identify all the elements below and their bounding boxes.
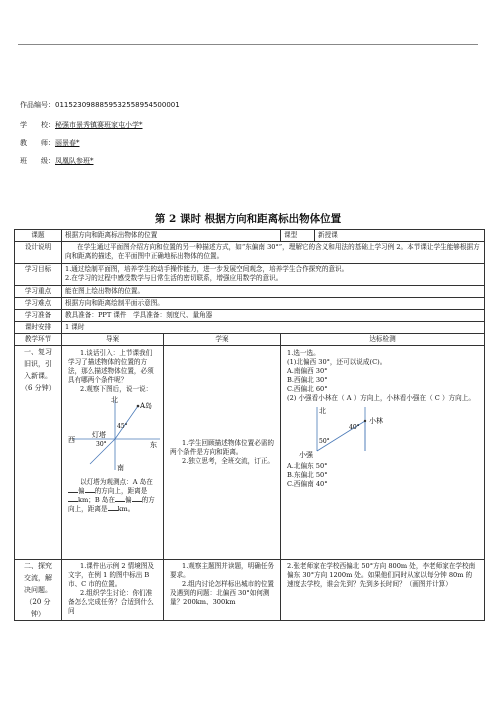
review-check bbox=[281, 346, 485, 560]
check-q2-b: B.东偏北 50° bbox=[287, 471, 328, 479]
row-prep bbox=[15, 310, 485, 322]
g3b: 偏 bbox=[78, 487, 85, 495]
check-q2-c: C.西偏南 40° bbox=[287, 480, 328, 488]
row-goals bbox=[15, 264, 485, 286]
class-label: 班 级： bbox=[20, 157, 55, 165]
design-text: 在学生通过平面图介绍方向和位置的另一种描述方式，如“东偏南 30°”，理解它的含义和用法的基础上学习例 2。本节课让学生能够根据方向和距离的描述，在平面图中正确地标出物体的位置。 bbox=[62, 242, 485, 264]
topic-value: 根据方向和距离标出物体的位置 bbox=[62, 230, 281, 242]
design-label: 设计说明 bbox=[15, 242, 62, 264]
check-q1: (1)北偏西 30°，还可以说成(C)。 bbox=[287, 358, 387, 366]
fig2-north: 北 bbox=[319, 407, 327, 415]
col-step-header: 教学环节 bbox=[15, 334, 62, 346]
goals-label: 学习目标 bbox=[15, 264, 62, 286]
time-label: 课时安排 bbox=[15, 322, 62, 334]
fig-angle-45: 45° bbox=[117, 423, 128, 430]
row-time bbox=[15, 322, 485, 334]
school-line bbox=[20, 121, 143, 130]
fig-south-label: 南 bbox=[117, 464, 124, 472]
teacher-value: 丽景春* bbox=[55, 139, 80, 147]
row-topic bbox=[15, 230, 485, 242]
lighthouse-compass-figure bbox=[68, 394, 162, 472]
blank-3 bbox=[68, 501, 78, 502]
class-value: 凤凰队参班* bbox=[55, 157, 94, 165]
type-label: 课型 bbox=[281, 230, 315, 242]
fig-east-label: 东 bbox=[150, 441, 157, 449]
blank-4 bbox=[115, 501, 125, 502]
xiaolin-dot bbox=[364, 420, 366, 422]
fig2-angle-40: 40° bbox=[349, 424, 360, 431]
teacher-label: 教 师： bbox=[20, 139, 55, 147]
doc-number-label: 作品编号： bbox=[20, 101, 55, 109]
check-1-title: 1.选一选。 bbox=[287, 349, 320, 357]
fig-west-label: 西 bbox=[68, 436, 75, 444]
explore-step: 二、探究交流，解决问题。（20 分钟） bbox=[15, 560, 62, 621]
teacher-line bbox=[20, 139, 80, 148]
goal-2: 2.在学习的过程中感受数学与日常生活的密切联系，增强应用数学的意识。 bbox=[65, 274, 283, 282]
row-explore bbox=[15, 560, 485, 621]
fig-lighthouse-label: 灯塔 bbox=[92, 431, 106, 439]
prep-label: 学习准备 bbox=[15, 310, 62, 322]
header-rule bbox=[18, 44, 478, 45]
key-text: 能在图上绘出物体的位置。 bbox=[62, 286, 485, 298]
explore-study-1: 1.观察主题图并读题，明确任务要求。 bbox=[170, 562, 275, 579]
check-q1-b: B.西偏北 30° bbox=[287, 376, 328, 384]
topic-label: 课题 bbox=[15, 230, 62, 242]
explore-study bbox=[164, 560, 281, 621]
g3c: 的方向上，距离是 bbox=[94, 487, 148, 495]
xiaoqiang-xiaolin-figure bbox=[287, 403, 397, 459]
review-guide-3 bbox=[68, 478, 157, 514]
fig2-xiaoqiang: 小强 bbox=[299, 451, 314, 459]
row-difficulty bbox=[15, 298, 485, 310]
g3e: 偏 bbox=[124, 496, 132, 504]
explore-guide-2: 2.组织学生讨论：你们准备怎么完成任务？合适到什么问 bbox=[68, 589, 154, 615]
goal-1: 1.通过绘制平面图，培养学生的动手操作能力，进一步发展空间观念，培养学生合作探究的意识。 bbox=[65, 265, 349, 273]
blank-2 bbox=[85, 492, 95, 493]
check-q2: (2) 小强看小林在（ A ）方向上，小林看小强在（ C ）方向上。 bbox=[287, 394, 475, 402]
g3g: km。 bbox=[117, 505, 135, 513]
row-column-headers bbox=[15, 334, 485, 346]
fig2-angle-50: 50° bbox=[319, 438, 330, 445]
g3a: 以灯塔为观测点：A 岛在 bbox=[80, 478, 153, 486]
island-a-dot bbox=[137, 405, 140, 408]
explore-study-2: 2.组内讨论怎样标出城市的位置及遇到的问题：北偏西 30°如何测量？200km、300km bbox=[170, 580, 275, 606]
review-guide-1: 1.谈话引入：上节课我们学习了描述物体的位置的方法，那么描述物体位置，必须具有哪两个条件呢？ bbox=[68, 349, 154, 384]
review-study-1: 1.学生回顾描述物体位置必需的两个条件是方向和距离。 bbox=[170, 439, 275, 456]
fig-north-label: 北 bbox=[111, 396, 118, 404]
fig-angle-30: 30° bbox=[96, 441, 107, 448]
fig2-xiaolin: 小林 bbox=[369, 417, 384, 425]
blank-1 bbox=[68, 492, 78, 493]
key-label: 学习重点 bbox=[15, 286, 62, 298]
check-q1-c: C.西偏北 60° bbox=[287, 385, 328, 393]
explore-guide bbox=[62, 560, 164, 621]
explore-check-1: 2.张老师家在学校西偏北 50°方向 800m 处，李老师家在学校南偏东 30°方向 1200m 处。如果他们同时从家以每分钟 80m 的速度去学校，谁会先到？先到多长时间？（画图并计算） bbox=[287, 562, 476, 588]
prep-text: 教具准备：PPT 课件 学具准备：刻度尺、量角器 bbox=[62, 310, 485, 322]
class-line bbox=[20, 157, 94, 166]
row-design bbox=[15, 242, 485, 264]
check-q2-a: A.北偏东 50° bbox=[287, 462, 328, 470]
lesson-plan-table bbox=[14, 229, 485, 621]
school-value: 秘强市景秀镇赛班家屯小学* bbox=[55, 121, 143, 129]
row-review bbox=[15, 346, 485, 560]
blank-5 bbox=[132, 501, 142, 502]
difficulty-text: 根据方向和距离绘制平面示意图。 bbox=[62, 298, 485, 310]
review-guide-2: 2.观察下图后，说一说： bbox=[80, 385, 153, 393]
g3f: 的方向上，距离是 bbox=[68, 496, 155, 513]
difficulty-label: 学习难点 bbox=[15, 298, 62, 310]
check-q1-a: A.南偏西 30° bbox=[287, 367, 328, 375]
blank-6 bbox=[108, 510, 118, 511]
explore-guide-1: 1.课件出示例 2 情境图及文字，在例 1 的图中标出 B 市、C 市的位置。 bbox=[68, 562, 155, 588]
col-check-header: 达标检测 bbox=[281, 334, 485, 346]
lesson-title: 第 2 课时 根据方向和距离标出物体位置 bbox=[154, 213, 342, 225]
row-key bbox=[15, 286, 485, 298]
g3d: km；B 岛在 bbox=[78, 496, 115, 504]
doc-number: 0115230988859532558954500001 bbox=[55, 101, 180, 109]
type-value: 新授课 bbox=[315, 230, 485, 242]
doc-number-line bbox=[20, 101, 180, 110]
review-study-2: 2.独立思考，全班交流，订正。 bbox=[182, 457, 275, 465]
review-step: 一、复习旧识，引入新课。（6 分钟） bbox=[15, 346, 62, 560]
explore-check bbox=[281, 560, 485, 621]
time-text: 1 课时 bbox=[62, 322, 485, 334]
review-study bbox=[164, 346, 281, 560]
goals-text bbox=[62, 264, 485, 286]
fig-island-label: A岛 bbox=[140, 402, 153, 410]
col-study-header: 学案 bbox=[164, 334, 281, 346]
col-guide-header: 导案 bbox=[62, 334, 164, 346]
review-guide bbox=[62, 346, 164, 560]
school-label: 学 校： bbox=[20, 121, 55, 129]
